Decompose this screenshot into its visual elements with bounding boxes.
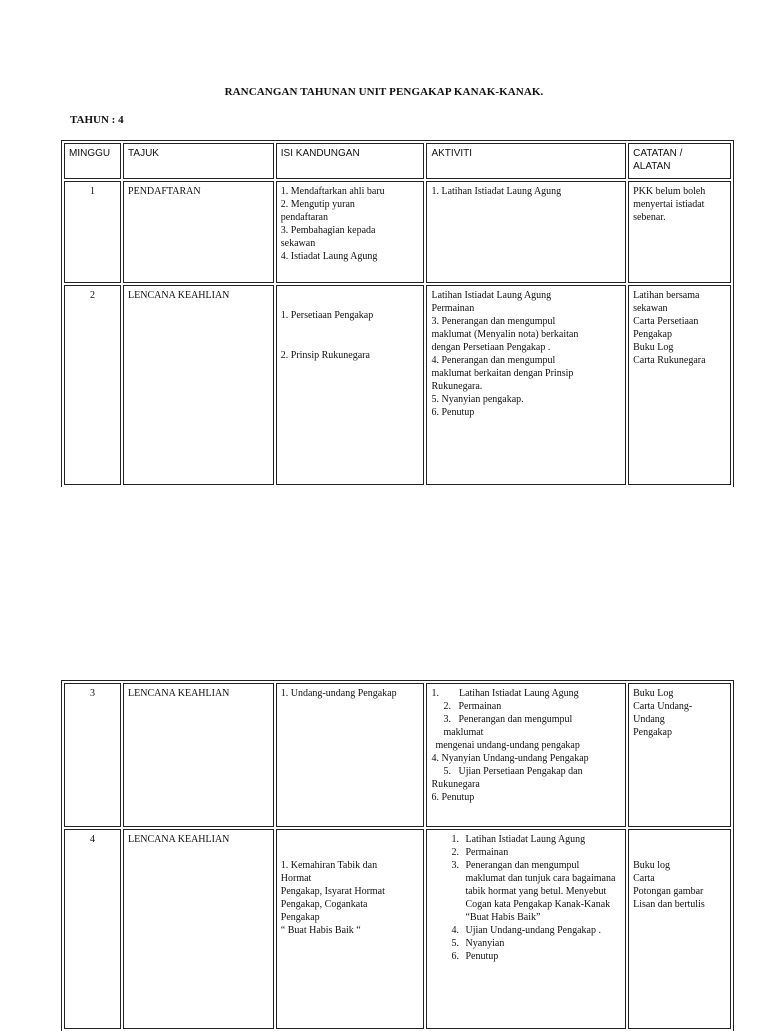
table-row xyxy=(64,285,731,485)
header-isi-kandungan: ISI KANDUNGAN xyxy=(276,143,425,179)
row-3-aktiviti-line: 3. Penerangan dan mengumpul xyxy=(443,714,573,725)
row-4-aktiviti xyxy=(426,829,626,1029)
row-1-isi-line: 3. Pembahagian kepada xyxy=(280,225,376,236)
row-2-aktiviti-line: Latihan Istiadat Laung Agung xyxy=(431,290,552,301)
row-2-aktiviti-line: 6. Penutup xyxy=(431,407,475,418)
row-3-aktiviti-line: maklumat xyxy=(443,727,484,738)
row-4-isi-line: Pengakap xyxy=(280,912,320,923)
row-2-isi-line: 2. Prinsip Rukunegara xyxy=(280,350,370,361)
row-1-catatan-line: PKK belum boleh xyxy=(633,186,706,197)
row-4-catatan-line: Buku log xyxy=(633,860,671,871)
row-2-catatan xyxy=(628,285,731,485)
row-1-isi xyxy=(276,181,425,283)
row-2-aktiviti-line: 3. Penerangan dan mengumpul xyxy=(431,316,556,327)
list-item: 6. Penutup xyxy=(461,950,621,963)
row-2-catatan-line: Latihan bersama xyxy=(633,290,700,301)
row-2-aktiviti-line: 4. Penerangan dan mengumpul xyxy=(431,355,556,366)
header-minggu: MINGGU xyxy=(64,143,121,179)
row-4-isi-line: “ Buat Habis Baik “ xyxy=(280,925,361,936)
row-3-aktiviti-line: 5. Ujian Persetiaan Pengakap dan xyxy=(443,766,583,777)
row-3-aktiviti-line: 2. Permainan xyxy=(443,701,502,712)
row-3-aktiviti xyxy=(426,683,626,827)
row-2-catatan-line: Buku Log xyxy=(633,342,674,353)
row-4-catatan xyxy=(628,829,731,1029)
row-2-catatan-line: Pengakap xyxy=(633,329,672,340)
row-4-tajuk: LENCANA KEAHLIAN xyxy=(123,829,274,1029)
row-4-isi xyxy=(276,829,425,1029)
row-1-isi-line: 4. Istiadat Laung Agung xyxy=(280,251,378,262)
header-tajuk: TAJUK xyxy=(123,143,274,179)
header-catatan xyxy=(628,143,731,179)
header-catatan-line-1: CATATAN / xyxy=(633,148,683,159)
row-4-isi-line: Pengakap, Cogankata xyxy=(280,899,368,910)
row-4-catatan-line: Carta xyxy=(633,873,655,884)
list-item: 1. Latihan Istiadat Laung Agung xyxy=(461,833,621,846)
row-1-isi-line: sekawan xyxy=(280,238,316,249)
row-1-isi-line: pendaftaran xyxy=(280,212,328,223)
row-3-minggu: 3 xyxy=(64,683,121,827)
row-2-minggu: 2 xyxy=(64,285,121,485)
row-3-isi xyxy=(276,683,425,827)
year-label: TAHUN : 4 xyxy=(70,114,124,126)
row-3-isi-line: 1. Undang-undang Pengakap xyxy=(280,688,397,699)
header-catatan-line-2: ALATAN xyxy=(633,161,671,172)
row-3-catatan-line: Carta Undang- xyxy=(633,701,693,712)
row-3-aktiviti-line: 4. Nyanyian Undang-undang Pengakap xyxy=(431,753,589,764)
row-1-minggu: 1 xyxy=(64,181,121,283)
row-2-aktiviti-line: 5. Nyanyian pengakap. xyxy=(431,394,524,405)
row-2-isi-line: 1. Persetiaan Pengakap xyxy=(280,310,374,321)
plan-table-page-2 xyxy=(61,680,734,1031)
row-2-tajuk: LENCANA KEAHLIAN xyxy=(123,285,274,485)
row-4-isi-line: Hormat xyxy=(280,873,312,884)
table-row xyxy=(64,181,731,283)
table-row xyxy=(64,829,731,1029)
row-4-aktiviti-list xyxy=(431,833,621,963)
row-3-catatan-line: Buku Log xyxy=(633,688,674,699)
row-4-catatan-line: Lisan dan bertulis xyxy=(633,899,705,910)
row-3-catatan-line: Pengakap xyxy=(633,727,672,738)
row-2-aktiviti xyxy=(426,285,626,485)
header-aktiviti: AKTIVITI xyxy=(426,143,626,179)
document-title: RANCANGAN TAHUNAN UNIT PENGAKAP KANAK-KANAK. xyxy=(224,86,544,98)
row-2-catatan-line: sekawan xyxy=(633,303,668,314)
row-2-aktiviti-line: Rukunegara. xyxy=(431,381,483,392)
row-1-aktiviti-line: 1. Latihan Istiadat Laung Agung xyxy=(431,186,562,197)
row-3-aktiviti-line: 1. Latihan Istiadat Laung Agung xyxy=(431,688,579,699)
row-1-isi-line: 2. Mengutip yuran xyxy=(280,199,355,210)
row-3-catatan xyxy=(628,683,731,827)
row-4-minggu: 4 xyxy=(64,829,121,1029)
row-2-aktiviti-line: dengan Persetiaan Pengakap . xyxy=(431,342,551,353)
list-item: 2. Permainan xyxy=(461,846,621,859)
row-3-catatan-line: Undang xyxy=(633,714,665,725)
list-item: 4. Ujian Undang-undang Pengakap . xyxy=(461,924,621,937)
row-2-aktiviti-line: Permainan xyxy=(431,303,475,314)
row-3-aktiviti-line: 6. Penutup xyxy=(431,792,475,803)
row-1-aktiviti xyxy=(426,181,626,283)
row-2-catatan-line: Carta Rukunegara xyxy=(633,355,706,366)
row-3-aktiviti-line: Rukunegara xyxy=(431,779,480,790)
row-4-isi-line: 1. Kemahiran Tabik dan xyxy=(280,860,378,871)
row-3-tajuk: LENCANA KEAHLIAN xyxy=(123,683,274,827)
row-2-isi xyxy=(276,285,425,485)
list-item: 3. Penerangan dan mengumpul maklumat dan tunjuk cara bagaimana tabik hormat yang betul. Menyebut Cogan kata Pengakap Kanak-Kanak “Buat Habis Baik” xyxy=(461,859,621,924)
row-1-catatan-line: sebenar. xyxy=(633,212,666,223)
row-3-aktiviti-line: mengenai undang-undang pengakap xyxy=(435,740,580,751)
row-1-catatan-line: menyertai istiadat xyxy=(633,199,705,210)
row-1-catatan xyxy=(628,181,731,283)
row-2-aktiviti-line: maklumat berkaitan dengan Prinsip xyxy=(431,368,574,379)
row-4-isi-line: Pengakap, Isyarat Hormat xyxy=(280,886,385,897)
table-row xyxy=(64,683,731,827)
row-4-catatan-line: Potongan gambar xyxy=(633,886,704,897)
row-1-isi-line: 1. Mendaftarkan ahli baru xyxy=(280,186,385,197)
plan-table-page-1 xyxy=(61,140,734,487)
row-2-catatan-line: Carta Persetiaan xyxy=(633,316,699,327)
row-2-aktiviti-line: maklumat (Menyalin nota) berkaitan xyxy=(431,329,579,340)
row-1-tajuk: PENDAFTARAN xyxy=(123,181,274,283)
list-item: 5. Nyanyian xyxy=(461,937,621,950)
table-header-row xyxy=(64,143,731,179)
